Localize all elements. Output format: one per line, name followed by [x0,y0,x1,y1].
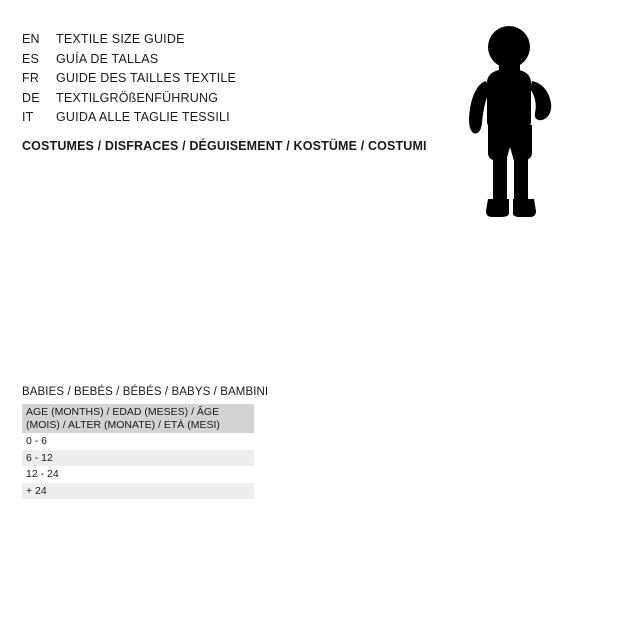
language-row-de [22,89,442,109]
language-list [22,30,442,128]
table-row [22,450,254,467]
size-value: 6 - 12 [22,450,254,467]
size-value: 0 - 6 [22,433,254,450]
language-code-it: IT [22,110,34,124]
table-row [22,466,254,483]
language-text-it: GUIDA ALLE TAGLIE TESSILI [56,110,230,124]
language-row-en [22,30,442,50]
language-text-en: TEXTILE SIZE GUIDE [56,32,185,46]
language-code-fr: FR [22,71,40,85]
language-text-fr: GUIDE DES TAILLES TEXTILE [56,71,237,85]
costume-categories-line: COSTUMES / DISFRACES / DÉGUISEMENT / KOSTÜME / COSTUMI [22,139,427,153]
language-code-en: EN [22,32,40,46]
table-row [22,433,254,450]
size-value: + 24 [22,483,254,500]
table-row [22,483,254,500]
language-code-de: DE [22,90,40,105]
language-text-de: TEXTILGRÖßENFÜHRUNG [56,90,219,105]
language-row-fr [22,69,442,89]
size-table-header-cell: AGE (MONTHS) / EDAD (MESES) / ÂGE (MOIS) / ALTER (MONATE) / ETÀ (MESI) [22,404,254,433]
size-table-block [22,386,269,499]
language-code-es: ES [22,51,40,66]
language-text-es: GUÍA DE TALLAS [56,51,159,66]
size-value: 12 - 24 [22,466,254,483]
size-table [22,404,254,499]
toddler-silhouette-icon [452,25,572,230]
table-row-header [22,404,254,433]
language-row-es [22,50,442,70]
size-table-title: BABIES / BEBÉS / BÉBÉS / BABYS / BAMBINI [22,386,269,398]
language-row-it [22,108,442,128]
